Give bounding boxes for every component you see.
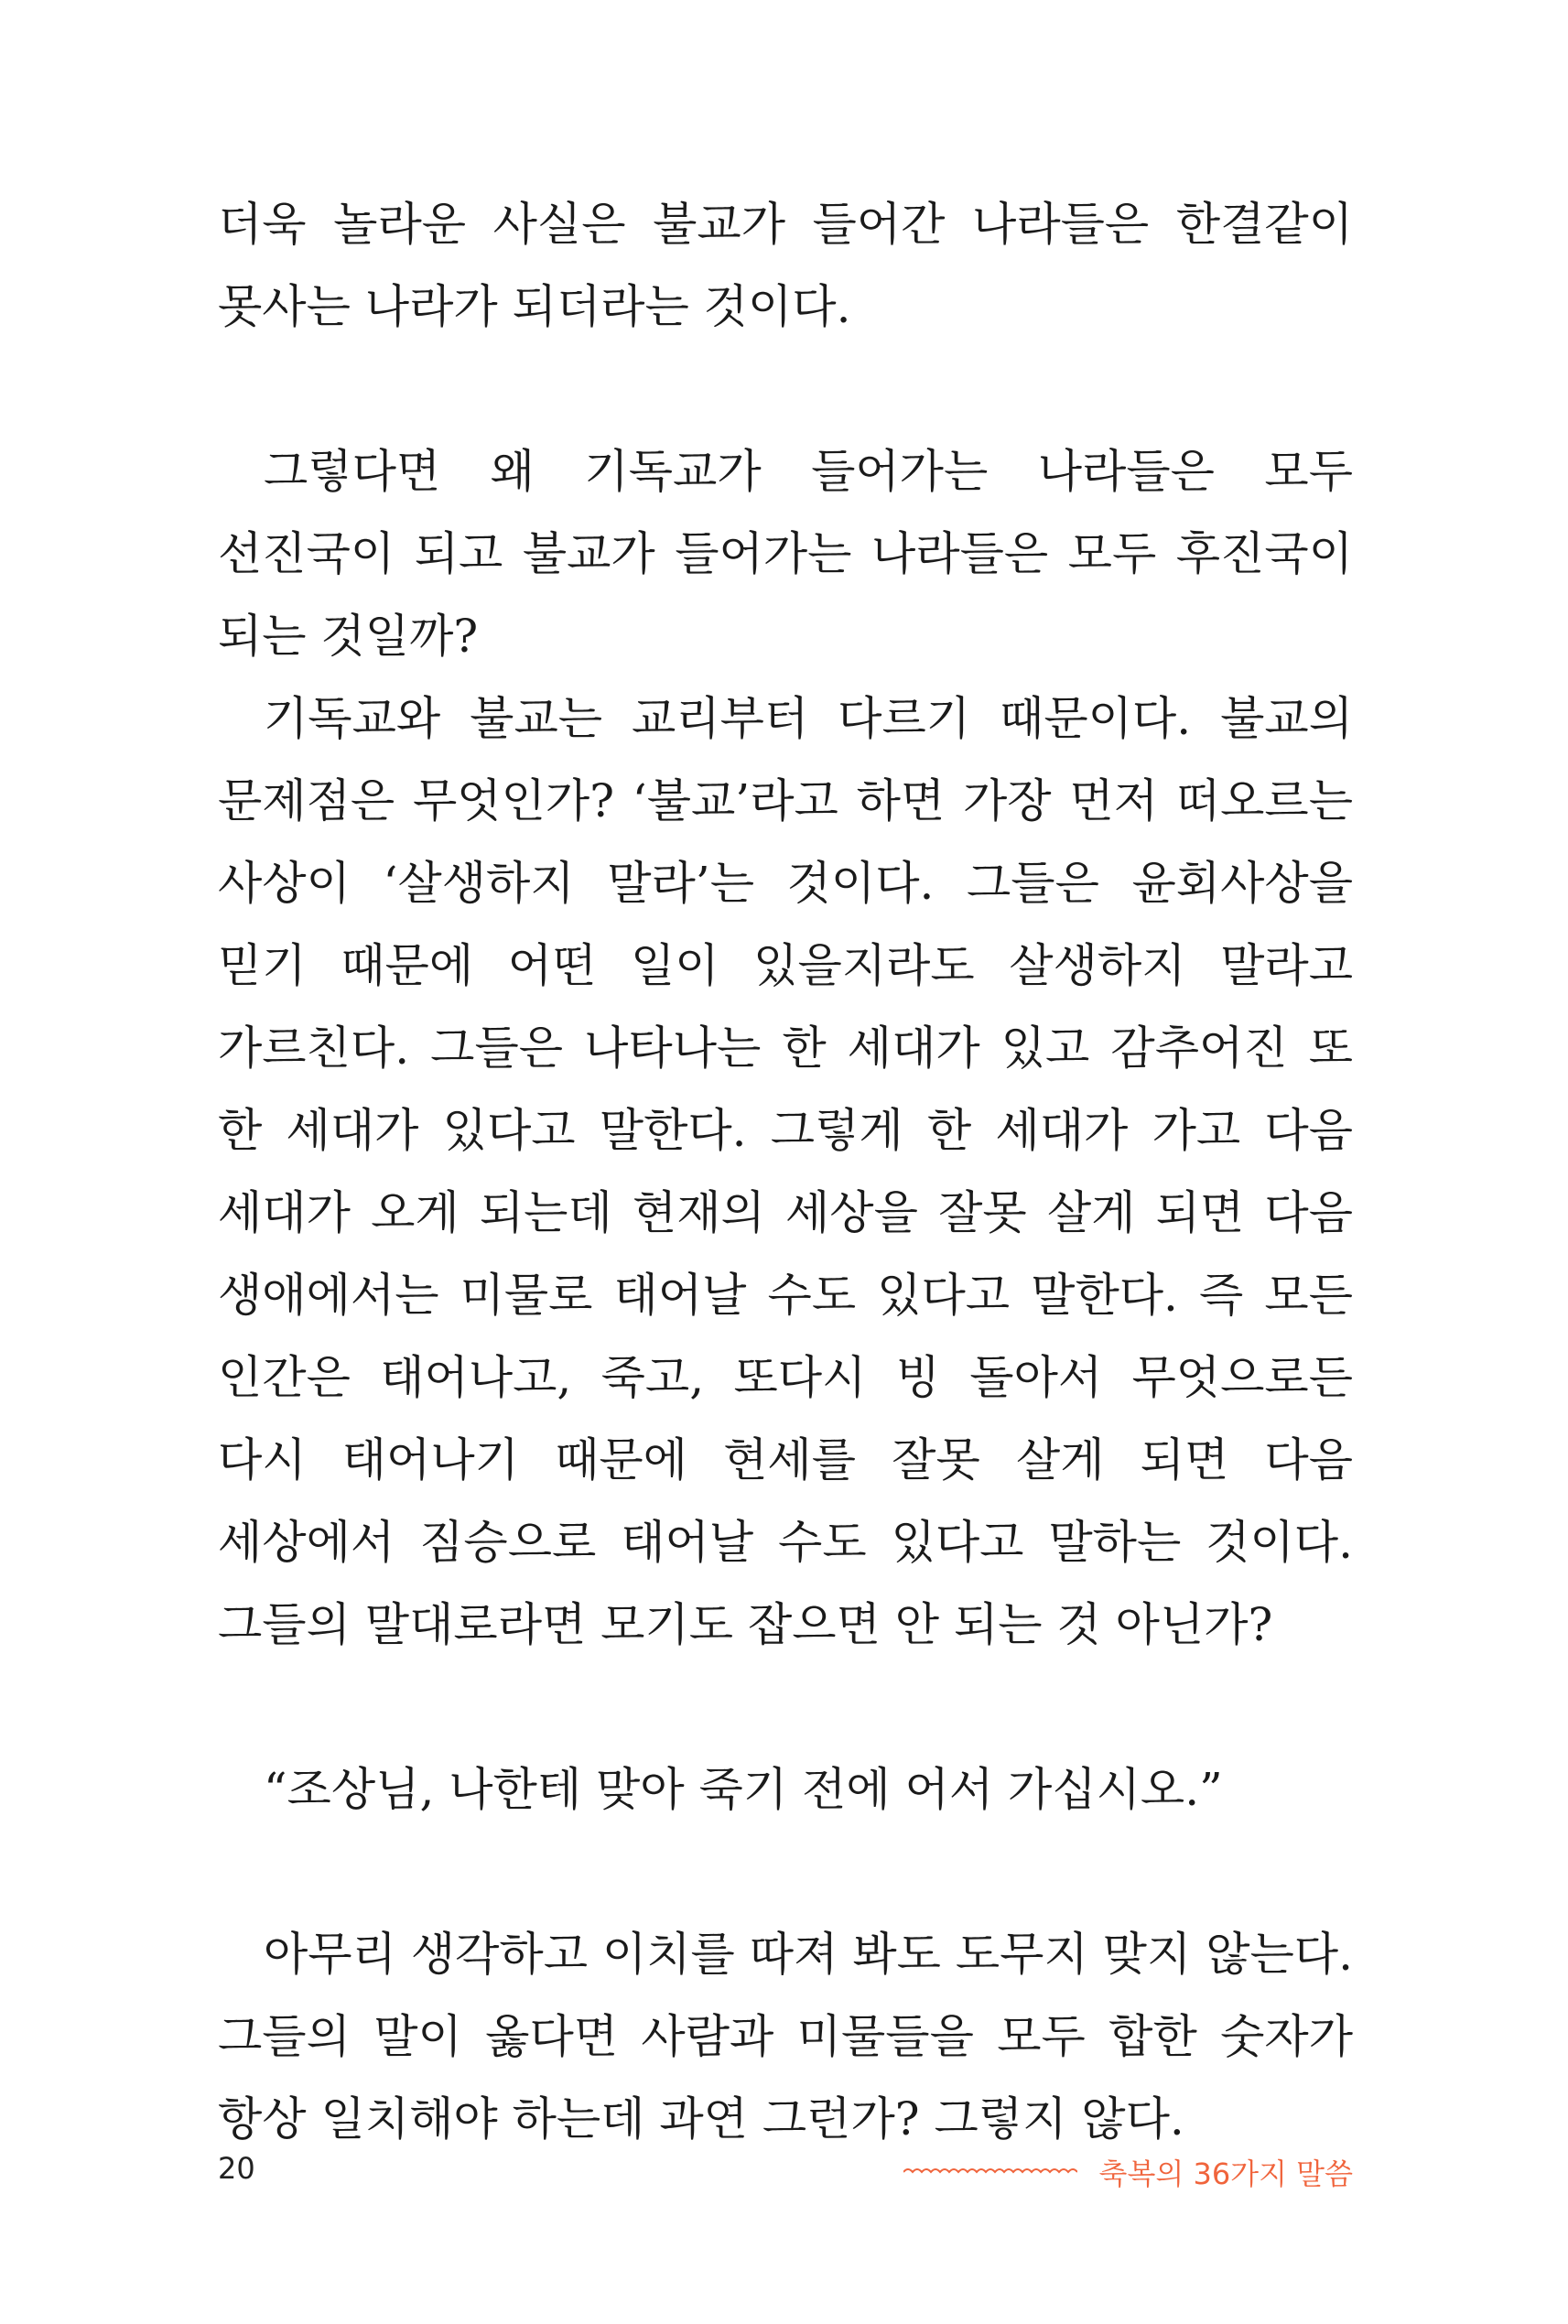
paragraph-gap xyxy=(218,348,1353,430)
paragraph-2: 그렇다면 왜 기독교가 들어가는 나라들은 모두 선진국이 되고 불교가 들어가는 나라들은 모두 후진국이 되는 것일까? xyxy=(218,445,1353,663)
running-footer xyxy=(903,2151,1353,2193)
wave-ornament-icon xyxy=(903,2165,1077,2179)
paragraph-1: 더욱 놀라운 사실은 불교가 들어간 나라들은 한결같이 못사는 나라가 되더라는 것이다. xyxy=(218,198,1353,333)
paragraph-gap xyxy=(218,1831,1353,1913)
quote-paragraph: “조상님, 나한테 맞아 죽기 전에 어서 가십시오.” xyxy=(264,1763,1223,1816)
page-body xyxy=(218,183,1353,2160)
book-title: 축복의 36가지 말씀 xyxy=(1098,2156,1353,2191)
paragraph-gap xyxy=(218,1666,1353,1748)
paragraph-3: 기독교와 불교는 교리부터 다르기 때문이다. 불교의 문제점은 무엇인가? ‘불교’라고 하면 가장 먼저 떠오르는 사상이 ‘살생하지 말라’는 것이다. 그들은 윤회사상을 믿기 때문에 어떤 일이 있을지라도 살생하지 말라고 가르친다. 그들은 나타나는 한 세대가 있고 감추어진 또 한 세대가 있다고 말한다. 그렇게 한 세대가 가고 다음 세대가 오게 되는데 현재의 세상을 잘못 살게 되면 다음 생애에서는 미물로 태어날 수도 있다고 말한다. 즉 모든 인간은 태어나고, 죽고, 또다시 빙 돌아서 무엇으로든 다시 태어나기 때문에 현세를 잘못 살게 되면 다음 세상에서 짐승으로 태어날 수도 있다고 말하는 것이다. 그들의 말대로라면 모기도 잡으면 안 되는 것 아닌가? xyxy=(218,692,1353,1651)
page-number: 20 xyxy=(218,2151,255,2186)
paragraph-5: 아무리 생각하고 이치를 따져 봐도 도무지 맞지 않는다. 그들의 말이 옳다면 사람과 미물들을 모두 합한 숫자가 항상 일치해야 하는데 과연 그런가? 그렇지 않다. xyxy=(218,1928,1353,2146)
